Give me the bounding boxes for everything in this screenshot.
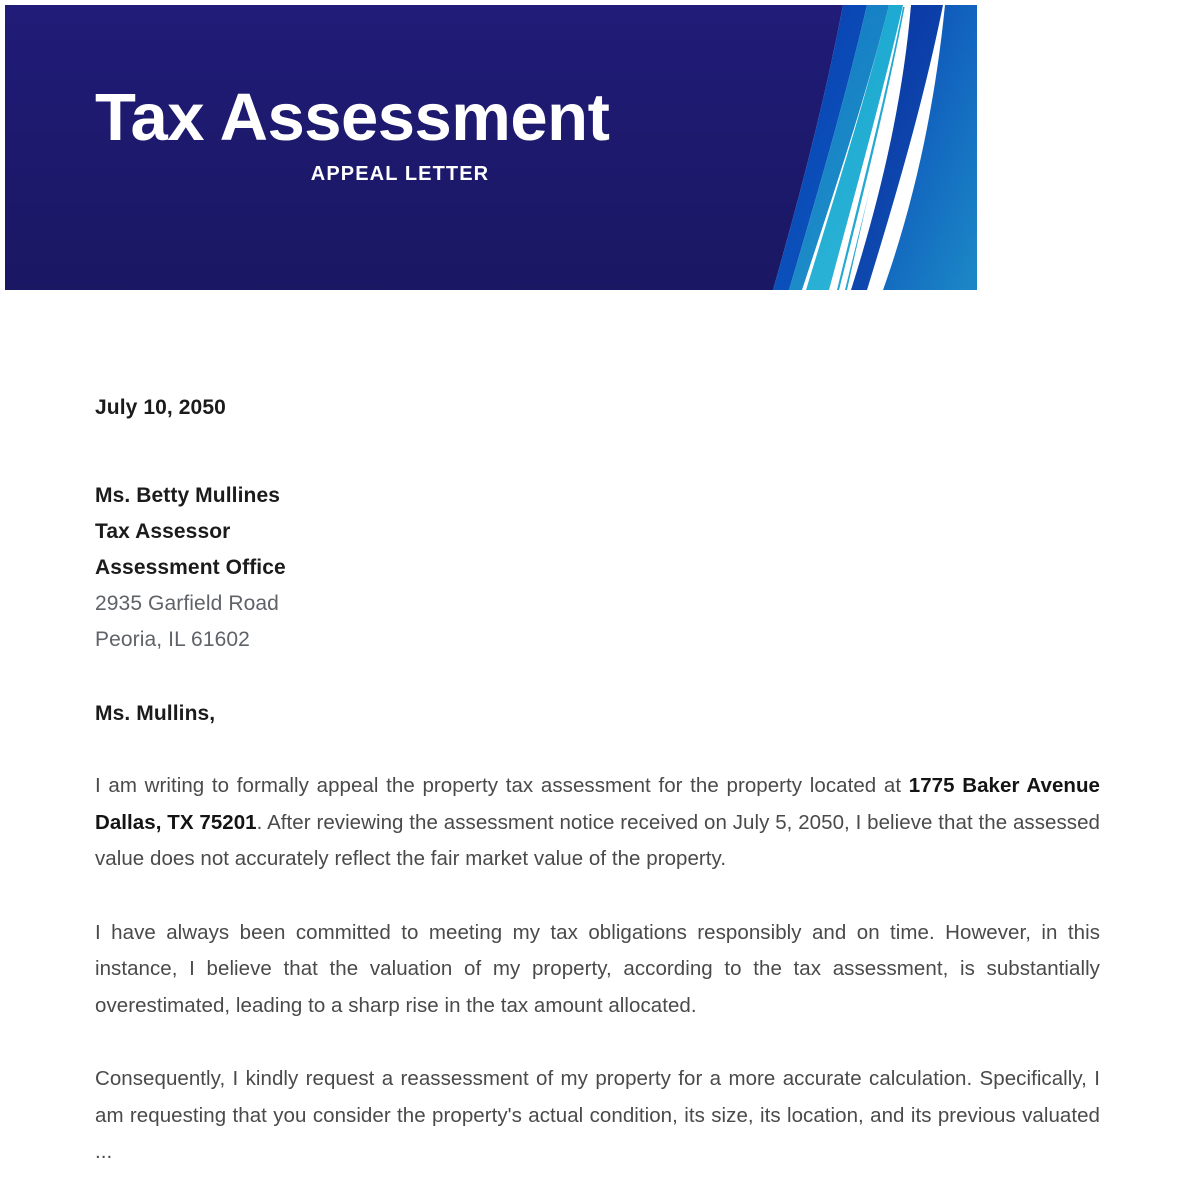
letter-paragraphs — [95, 768, 1100, 1171]
recipient-block — [95, 478, 1100, 658]
paragraph-text: I have always been committed to meeting my tax obligations responsibly and on time. However, in this instance, I believe that the valuation of my property, according to the tax assessment, is substantially overestimated, leading to a sharp rise in the tax amount allocated. — [95, 920, 1100, 1017]
recipient-line: Tax Assessor — [95, 520, 231, 543]
recipient-line: Ms. Betty Mullines — [95, 484, 280, 507]
salutation: Ms. Mullins, — [95, 702, 216, 725]
recipient-line: Peoria, IL 61602 — [95, 628, 250, 651]
emphasis-text: 1775 Baker Avenue Dallas, TX 75201 — [95, 774, 1100, 834]
page-subtitle: APPEAL LETTER — [310, 163, 490, 186]
paragraph-text: Consequently, I kindly request a reassessment of my property for a more accurate calculation. Specifically, I am requesting that you consider the property's actual condition, its size, its location, and its previous valuated ... — [95, 1067, 1100, 1163]
letter-paragraph — [95, 768, 1100, 878]
letter-paragraph — [95, 1061, 1100, 1171]
letter-paragraph — [95, 915, 1100, 1025]
recipient-line: 2935 Garfield Road — [95, 592, 279, 615]
paragraph-text: I am writing to formally appeal the property tax assessment for the property located at — [95, 774, 909, 797]
recipient-line: Assessment Office — [95, 556, 286, 579]
paragraph-text: . After reviewing the assessment notice received on July 5, 2050, I believe that the assessed value does not accurately reflect the fair market value of the property. — [95, 810, 1100, 870]
letter-date: July 10, 2050 — [95, 396, 226, 419]
letter-body — [95, 396, 1100, 1200]
letterhead-banner — [5, 5, 977, 290]
letterhead-text-group — [95, 80, 715, 186]
page-title: Tax Assessment — [95, 80, 610, 155]
